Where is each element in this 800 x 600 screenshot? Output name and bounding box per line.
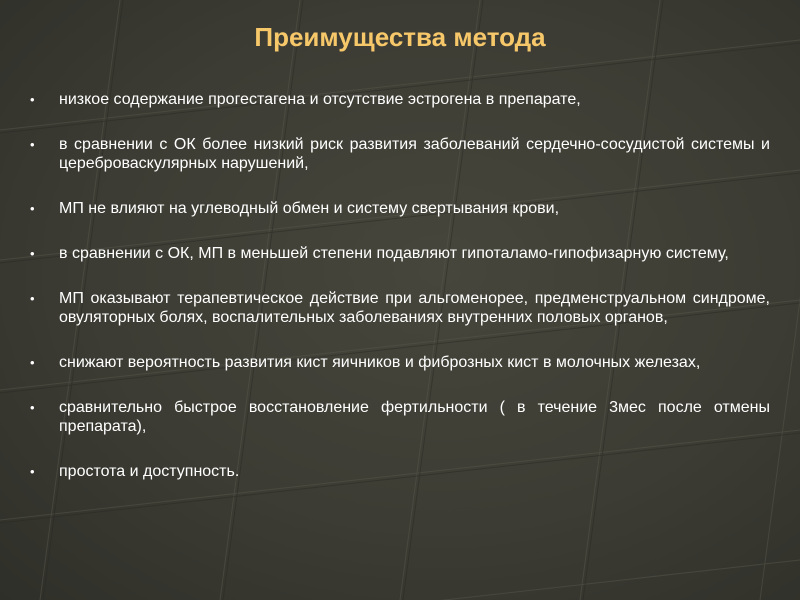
list-item xyxy=(30,398,770,436)
bullet-list xyxy=(30,90,770,507)
list-item-text: МП не влияют на углеводный обмен и систему свертывания крови, xyxy=(59,200,560,217)
bullet-icon: • xyxy=(30,201,35,216)
list-item-text: сравнительно быстрое восстановление фертильности ( в течение 3мес после отмены препарата), xyxy=(59,399,770,435)
list-item xyxy=(30,462,770,481)
bullet-icon: • xyxy=(30,355,35,370)
list-item-text: простота и доступность. xyxy=(59,463,240,480)
list-item xyxy=(30,199,770,218)
slide-title: Преимущества метода xyxy=(254,22,546,52)
list-item xyxy=(30,244,770,263)
bullet-icon: • xyxy=(30,92,35,107)
list-item-text: в сравнении с ОК, МП в меньшей степени подавляют гипоталамо-гипофизарную систему, xyxy=(59,245,729,262)
list-item xyxy=(30,353,770,372)
list-item xyxy=(30,135,770,173)
list-item-text: низкое содержание прогестагена и отсутствие эстрогена в препарате, xyxy=(59,91,581,108)
bullet-icon: • xyxy=(30,400,35,415)
list-item-text: МП оказывают терапевтическое действие при альгоменорее, предменструальном синдроме, овуляторных болях, воспалительных заболеваниях внутренних половых органов, xyxy=(59,290,770,326)
bullet-icon: • xyxy=(30,137,35,152)
bullet-icon: • xyxy=(30,246,35,261)
list-item-text: в сравнении с ОК более низкий риск развития заболеваний сердечно-сосудистой системы и цереброваскулярных нарушений, xyxy=(59,136,770,172)
list-item xyxy=(30,289,770,327)
list-item-text: снижают вероятность развития кист яичников и фиброзных кист в молочных железах, xyxy=(59,354,701,371)
bullet-icon: • xyxy=(30,464,35,479)
list-item xyxy=(30,90,770,109)
bullet-icon: • xyxy=(30,291,35,306)
